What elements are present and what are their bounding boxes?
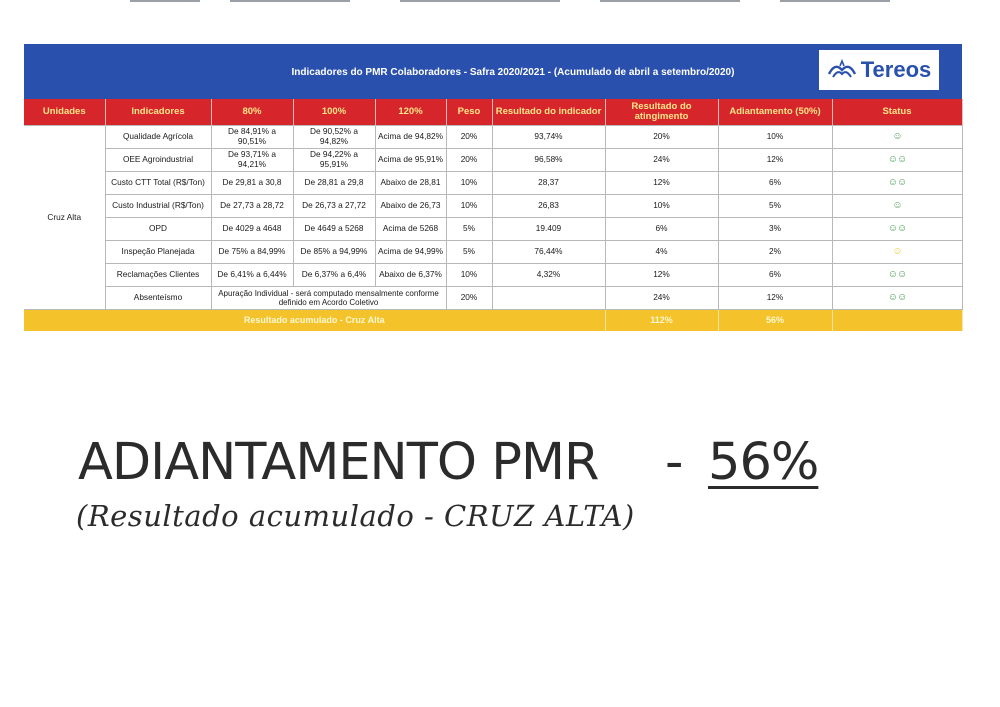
status-cell: [832, 287, 962, 310]
handwritten-subtitle: (Resultado acumulado - CRUZ ALTA): [76, 499, 635, 533]
col-header: Status: [832, 99, 962, 126]
smiley-icon: ☺☺: [887, 223, 907, 235]
range-100: De 94,22% a 95,91%: [293, 149, 375, 172]
range-100: De 6,37% a 6,4%: [293, 264, 375, 287]
advance-value: 5%: [718, 195, 832, 218]
weight: 20%: [446, 149, 492, 172]
total-achievement: 112%: [605, 310, 718, 332]
status-cell: [832, 149, 962, 172]
range-80: De 29,81 a 30,8: [211, 172, 293, 195]
indicator-result: 76,44%: [492, 241, 605, 264]
col-header: Unidades: [24, 99, 105, 126]
col-header: Adiantamento (50%): [718, 99, 832, 126]
advance-value: 10%: [718, 126, 832, 149]
indicator-name: OEE Agroindustrial: [105, 149, 211, 172]
smiley-icon: ☺: [892, 246, 902, 258]
table-row: [24, 241, 962, 264]
col-header: Resultado do indicador: [492, 99, 605, 126]
indicator-name: Custo Industrial (R$/Ton): [105, 195, 211, 218]
range-100: De 85% a 94,99%: [293, 241, 375, 264]
status-cell: [832, 241, 962, 264]
banner-title: Indicadores do PMR Colaboradores - Safra 2020/2021 - (Acumulado de abril a setembro/2020): [291, 67, 735, 78]
col-header: 100%: [293, 99, 375, 126]
advance-value: 12%: [718, 149, 832, 172]
achievement-result: 10%: [605, 195, 718, 218]
range-100: De 26,73 a 27,72: [293, 195, 375, 218]
table-row: [24, 172, 962, 195]
weight: 10%: [446, 195, 492, 218]
achievement-result: 12%: [605, 264, 718, 287]
weight: 5%: [446, 241, 492, 264]
range-120: Abaixo de 26,73: [375, 195, 446, 218]
table-header-row: [24, 99, 962, 126]
advance-value: 12%: [718, 287, 832, 310]
advance-value: 6%: [718, 172, 832, 195]
range-80: De 75% a 84,99%: [211, 241, 293, 264]
status-cell: [832, 264, 962, 287]
pmr-indicators-sheet: [24, 44, 962, 331]
weight: 20%: [446, 126, 492, 149]
table-row: [24, 126, 962, 149]
handwritten-percent: 56%: [708, 433, 819, 492]
scan-edge-marks: [0, 0, 1000, 3]
range-80: De 27,73 a 28,72: [211, 195, 293, 218]
col-header: 80%: [211, 99, 293, 126]
status-cell: [832, 195, 962, 218]
indicators-table: [24, 99, 963, 331]
title-banner: [24, 44, 962, 99]
weight: 20%: [446, 287, 492, 310]
col-header: Resultado do atingimento: [605, 99, 718, 126]
range-120: Acima de 94,82%: [375, 126, 446, 149]
smiley-icon: ☺☺: [887, 177, 907, 189]
smiley-icon: ☺☺: [887, 154, 907, 166]
table-row: [24, 264, 962, 287]
col-header: 120%: [375, 99, 446, 126]
indicator-name: Inspeção Planejada: [105, 241, 211, 264]
range-120: Acima de 5268: [375, 218, 446, 241]
tereos-wave-icon: [827, 58, 857, 82]
range-120: Abaixo de 6,37%: [375, 264, 446, 287]
indicator-name: Reclamações Clientes: [105, 264, 211, 287]
weight: 10%: [446, 264, 492, 287]
advance-value: 3%: [718, 218, 832, 241]
indicator-name: Custo CTT Total (R$/Ton): [105, 172, 211, 195]
unit-cell: Cruz Alta: [24, 126, 105, 310]
table-row: [24, 218, 962, 241]
achievement-result: 24%: [605, 149, 718, 172]
range-120: Acima de 94,99%: [375, 241, 446, 264]
table-row: [24, 149, 962, 172]
range-100: De 4649 a 5268: [293, 218, 375, 241]
smiley-icon: ☺: [892, 131, 902, 143]
total-advance: 56%: [718, 310, 832, 332]
status-cell: [832, 126, 962, 149]
advance-value: 6%: [718, 264, 832, 287]
indicator-result: 96,58%: [492, 149, 605, 172]
indicator-result: 26,83: [492, 195, 605, 218]
range-120: Acima de 95,91%: [375, 149, 446, 172]
indicator-result: [492, 287, 605, 310]
indicator-result: 4,32%: [492, 264, 605, 287]
achievement-result: 20%: [605, 126, 718, 149]
handwritten-headline: ADIANTAMENTO PMR: [78, 433, 599, 492]
advance-value: 2%: [718, 241, 832, 264]
range-80: De 6,41% a 6,44%: [211, 264, 293, 287]
weight: 5%: [446, 218, 492, 241]
col-header: Indicadores: [105, 99, 211, 126]
absenteeism-note: Apuração Individual - será computado mensalmente conforme definido em Acordo Coletivo: [211, 287, 446, 310]
logo-text: Tereos: [860, 57, 932, 82]
indicator-result: 28,37: [492, 172, 605, 195]
range-100: De 28,81 a 29,8: [293, 172, 375, 195]
table-row: [24, 195, 962, 218]
indicator-name: OPD: [105, 218, 211, 241]
smiley-icon: ☺: [892, 200, 902, 212]
achievement-result: 24%: [605, 287, 718, 310]
indicator-result: 93,74%: [492, 126, 605, 149]
range-100: De 90,52% a 94,82%: [293, 126, 375, 149]
range-120: Abaixo de 28,81: [375, 172, 446, 195]
achievement-result: 12%: [605, 172, 718, 195]
total-row: [24, 310, 962, 332]
weight: 10%: [446, 172, 492, 195]
status-cell: [832, 172, 962, 195]
achievement-result: 6%: [605, 218, 718, 241]
range-80: De 84,91% a 90,51%: [211, 126, 293, 149]
tereos-logo: [818, 49, 940, 91]
total-label: Resultado acumulado - Cruz Alta: [24, 310, 605, 332]
indicator-result: 19.409: [492, 218, 605, 241]
range-80: De 4029 a 4648: [211, 218, 293, 241]
indicator-name: Qualidade Agrícola: [105, 126, 211, 149]
smiley-icon: ☺☺: [887, 292, 907, 304]
achievement-result: 4%: [605, 241, 718, 264]
range-80: De 93,71% a 94,21%: [211, 149, 293, 172]
smiley-icon: ☺☺: [887, 269, 907, 281]
indicator-name: Absenteísmo: [105, 287, 211, 310]
col-header: Peso: [446, 99, 492, 126]
handwritten-dash: -: [665, 433, 684, 492]
total-status-empty: [832, 310, 962, 332]
table-row: [24, 287, 962, 310]
status-cell: [832, 218, 962, 241]
